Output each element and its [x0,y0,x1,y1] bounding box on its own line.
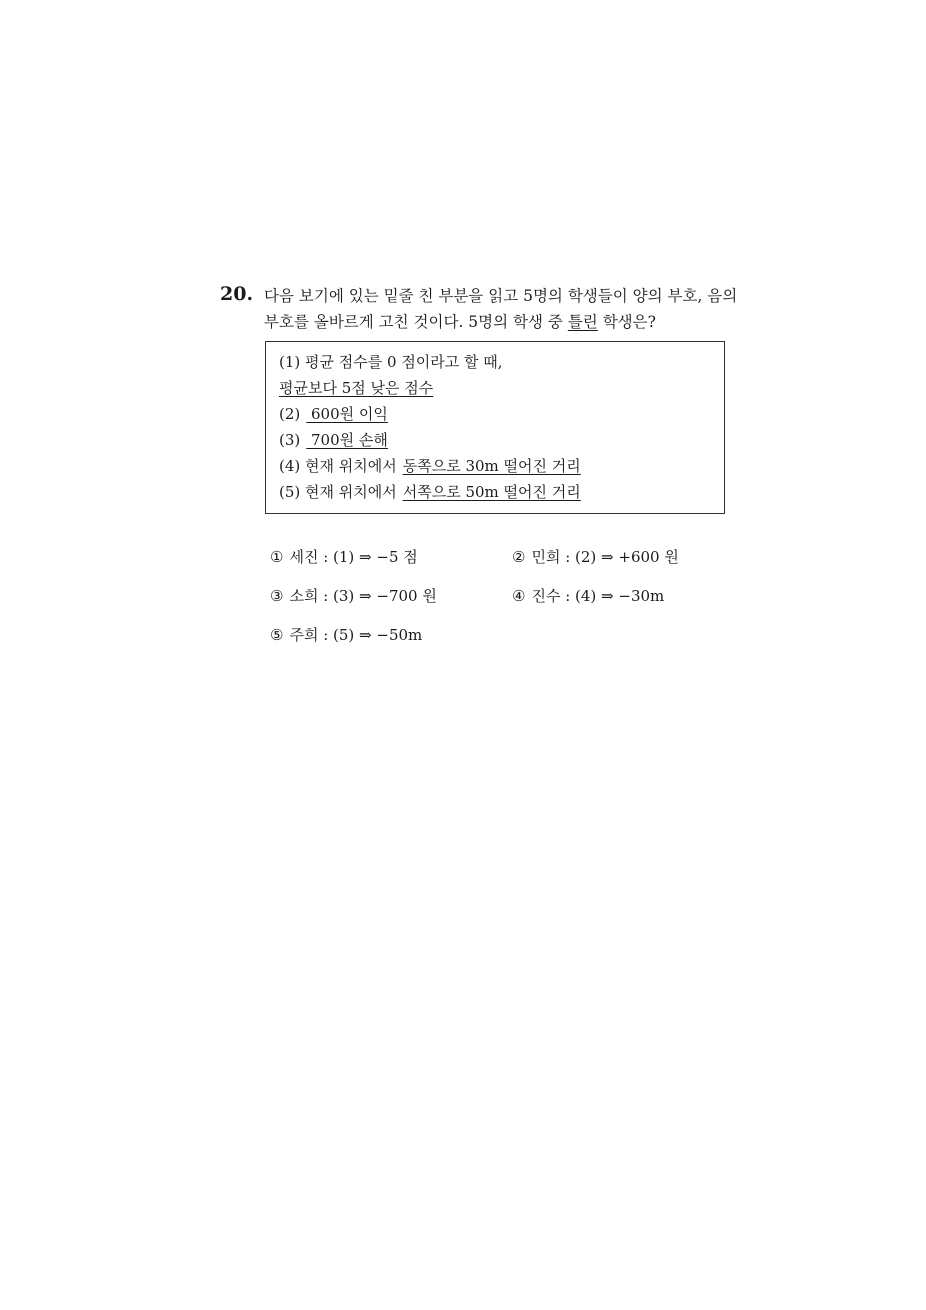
box-item-4 [279,455,581,477]
answer-option-5[interactable] [270,624,422,646]
example-box [265,341,725,514]
box-item-2 [279,403,388,425]
option-text: 소희 : (3) ⇒ −700 원 [289,587,437,605]
box-item-3-underlined: 700원 손해 [306,431,388,449]
option-marker: ⑤ [270,626,284,644]
emphasis-underlined-word: 틀린 [567,313,598,331]
option-marker: ③ [270,587,284,605]
box-item-1-prefix: (1) 평균 점수를 0 점이라고 할 때, [279,353,503,371]
box-item-3-prefix: (3) [279,431,301,449]
option-marker: ② [512,548,526,566]
box-item-4-underlined: 동쪽으로 30m 떨어진 거리 [402,457,581,475]
option-text: 세진 : (1) ⇒ −5 점 [289,548,418,566]
box-item-5-prefix: (5) 현재 위치에서 [279,483,397,501]
question-text-line-2 [264,309,754,335]
box-item-1-line-2 [279,377,433,399]
option-marker: ④ [512,587,526,605]
answer-option-2[interactable] [512,546,679,568]
question-text-line-1: 다음 보기에 있는 밑줄 친 부분을 읽고 5명의 학생들이 양의 부호, 음의 [264,287,738,305]
question-text-part: 학생은? [597,313,656,331]
question-number: 20. [220,283,254,305]
option-text: 민희 : (2) ⇒ +600 원 [531,548,679,566]
box-item-5-underlined: 서쪽으로 50m 떨어진 거리 [402,483,581,501]
box-item-2-underlined: 600원 이익 [306,405,388,423]
box-item-1-underlined: 평균보다 5점 낮은 점수 [279,379,434,397]
answer-option-4[interactable] [512,585,664,607]
question-text-part: 부호를 올바르게 고친 것이다. 5명의 학생 중 [264,313,568,331]
box-item-4-prefix: (4) 현재 위치에서 [279,457,397,475]
option-text: 진수 : (4) ⇒ −30m [531,587,665,605]
box-item-5 [279,481,581,503]
answer-option-3[interactable] [270,585,437,607]
option-marker: ① [270,548,284,566]
box-item-2-prefix: (2) [279,405,301,423]
option-text: 주희 : (5) ⇒ −50m [289,626,423,644]
answer-option-1[interactable] [270,546,418,568]
box-item-3 [279,429,388,451]
